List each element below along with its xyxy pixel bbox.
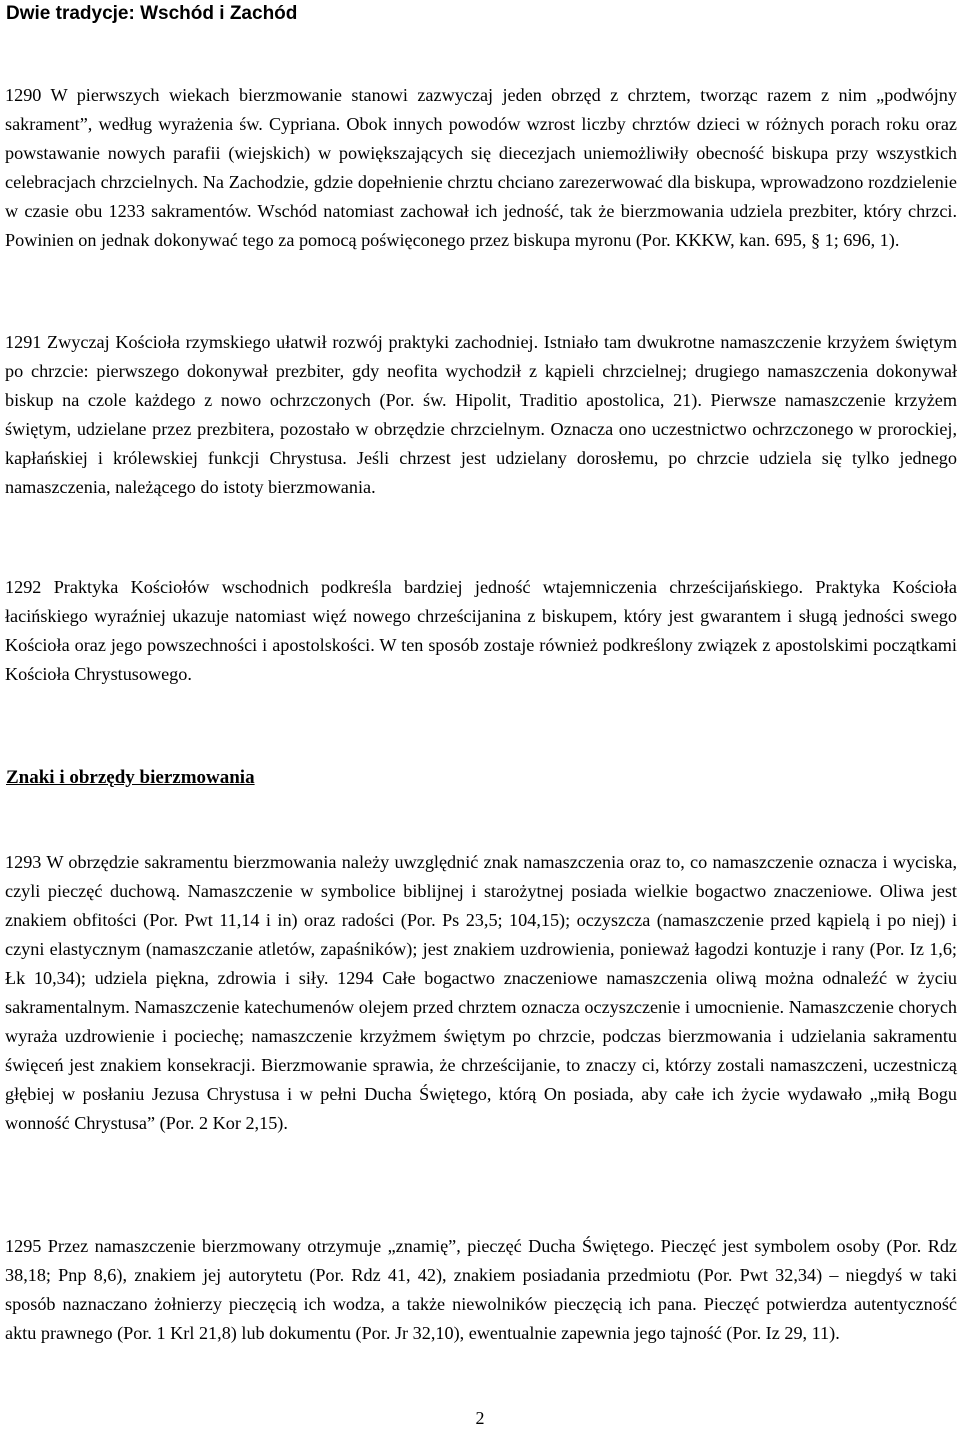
section-title-signs-and-rites: Znaki i obrzędy bierzmowania: [6, 767, 255, 788]
paragraph-1291: 1291 Zwyczaj Kościoła rzymskiego ułatwił rozwój praktyki zachodniej. Istniało tam dwukrotne namaszczenie krzyżem świętym po chrzcie: pierwszego dokonywał prezbiter, gdy neofita wychodził z kąpieli chrzcielnej; drugiego namaszczenia dokonywał biskup na czole każdego z nowo ochrzczonych (Por. św. Hipolit, Traditio apostolica, 21). Pierwsze namaszczenie krzyżem świętym, udzielane przez prezbitera, pozostało w obrzędzie chrzcielnym. Oznacza ono uczestnictwo ochrzczonego w prorockiej, kapłańskiej i królewskiej funkcji Chrystusa. Jeśli chrzest jest udzielany dorosłemu, po chrzcie udziela się tylko jednego namaszczenia, należącego do istoty bierzmowania.: [5, 332, 957, 497]
paragraph-1295: 1295 Przez namaszczenie bierzmowany otrzymuje „znamię”, pieczęć Ducha Świętego. Pieczęć jest symbolem osoby (Por. Rdz 38,18; Pnp 8,6), znakiem jej autorytetu (Por. Rdz 41, 42), znakiem posiadania przedmiotu (Por. Pwt 32,34) – niegdyś w taki sposób naznaczano żołnierzy pieczęcią ich wodza, a także niewolników pieczęcią ich pana. Pieczęć potwierdza autentyczność aktu prawnego (Por. 1 Krl 21,8) lub dokumentu (Por. Jr 32,10), ewentualnie zapewnia jego tajność (Por. Iz 29, 11).: [5, 1236, 957, 1343]
paragraph-1293: 1293 W obrzędzie sakramentu bierzmowania należy uwzględnić znak namaszczenia oraz to, co namaszczenie oznacza i wyciska, czyli pieczęć duchową. Namaszczenie w symbolice biblijnej i starożytnej posiada wielkie bogactwo znaczeniowe. Oliwa jest znakiem obfitości (Por. Pwt 11,14 i in) oraz radości (Por. Ps 23,5; 104,15); oczyszcza (namaszczenie przed kąpielą i po niej) i czyni elastycznym (namaszczanie atletów, zapaśników); jest znakiem uzdrowienia, ponieważ łagodzi kontuzje i rany (Por. Iz 1,6; Łk 10,34); udziela piękna, zdrowia i siły. 1294 Całe bogactwo znaczeniowe namaszczenia oliwą można odnaleźć w życiu sakramentalnym. Namaszczenie katechumenów olejem przed chrztem oznacza oczyszczenie i umocnienie. Namaszczenie chorych wyraża uzdrowienie i pociechę; namaszczenie krzyżmem świętym po chrzcie, podczas bierzmowania i udzielania sakramentu święceń jest znakiem konsekracji. Bierzmowanie sprawia, że chrześcijanie, to znaczy ci, którzy zostali namaszczeni, uczestniczą głębiej w posłaniu Jezusa Chrystusa i w pełni Ducha Świętego, którą On posiada, aby całe ich życie wydawało „miłą Bogu wonność Chrystusa” (Por. 2 Kor 2,15).: [5, 852, 957, 1133]
paragraph-1290: 1290 W pierwszych wiekach bierzmowanie stanowi zazwyczaj jeden obrzęd z chrztem, tworząc razem z nim „podwójny sakrament”, według wyrażenia św. Cypriana. Obok innych powodów wzrost liczby chrztów dzieci w różnych porach roku oraz powstawanie nowych parafii (wiejskich) w powiększających się diecezjach uniemożliwiły obecność biskupa przy wszystkich celebracjach chrzcielnych. Na Zachodzie, gdzie dopełnienie chrztu chciano zarezerwować dla biskupa, wprowadzono rozdzielenie w czasie obu 1233 sakramentów. Wschód natomiast zachował ich jedność, tak że bierzmowania udziela prezbiter, który chrzci. Powinien on jednak dokonywać tego za pomocą poświęconego przez biskupa myronu (Por. KKKW, kan. 695, § 1; 696, 1).: [5, 85, 957, 250]
section-title-two-traditions: Dwie tradycje: Wschód i Zachód: [6, 3, 298, 24]
paragraph-1292: 1292 Praktyka Kościołów wschodnich podkreśla bardziej jedność wtajemniczenia chrześcijańskiego. Praktyka Kościoła łacińskiego wyraźniej ukazuje natomiast więź nowego chrześcijanina z biskupem, który jest gwarantem i sługą jedności swego Kościoła oraz jego powszechności i apostolskości. W ten sposób zostaje również podkreślony związek z apostolskimi początkami Kościoła Chrystusowego.: [5, 577, 957, 684]
page-number: 2: [475, 1408, 485, 1428]
